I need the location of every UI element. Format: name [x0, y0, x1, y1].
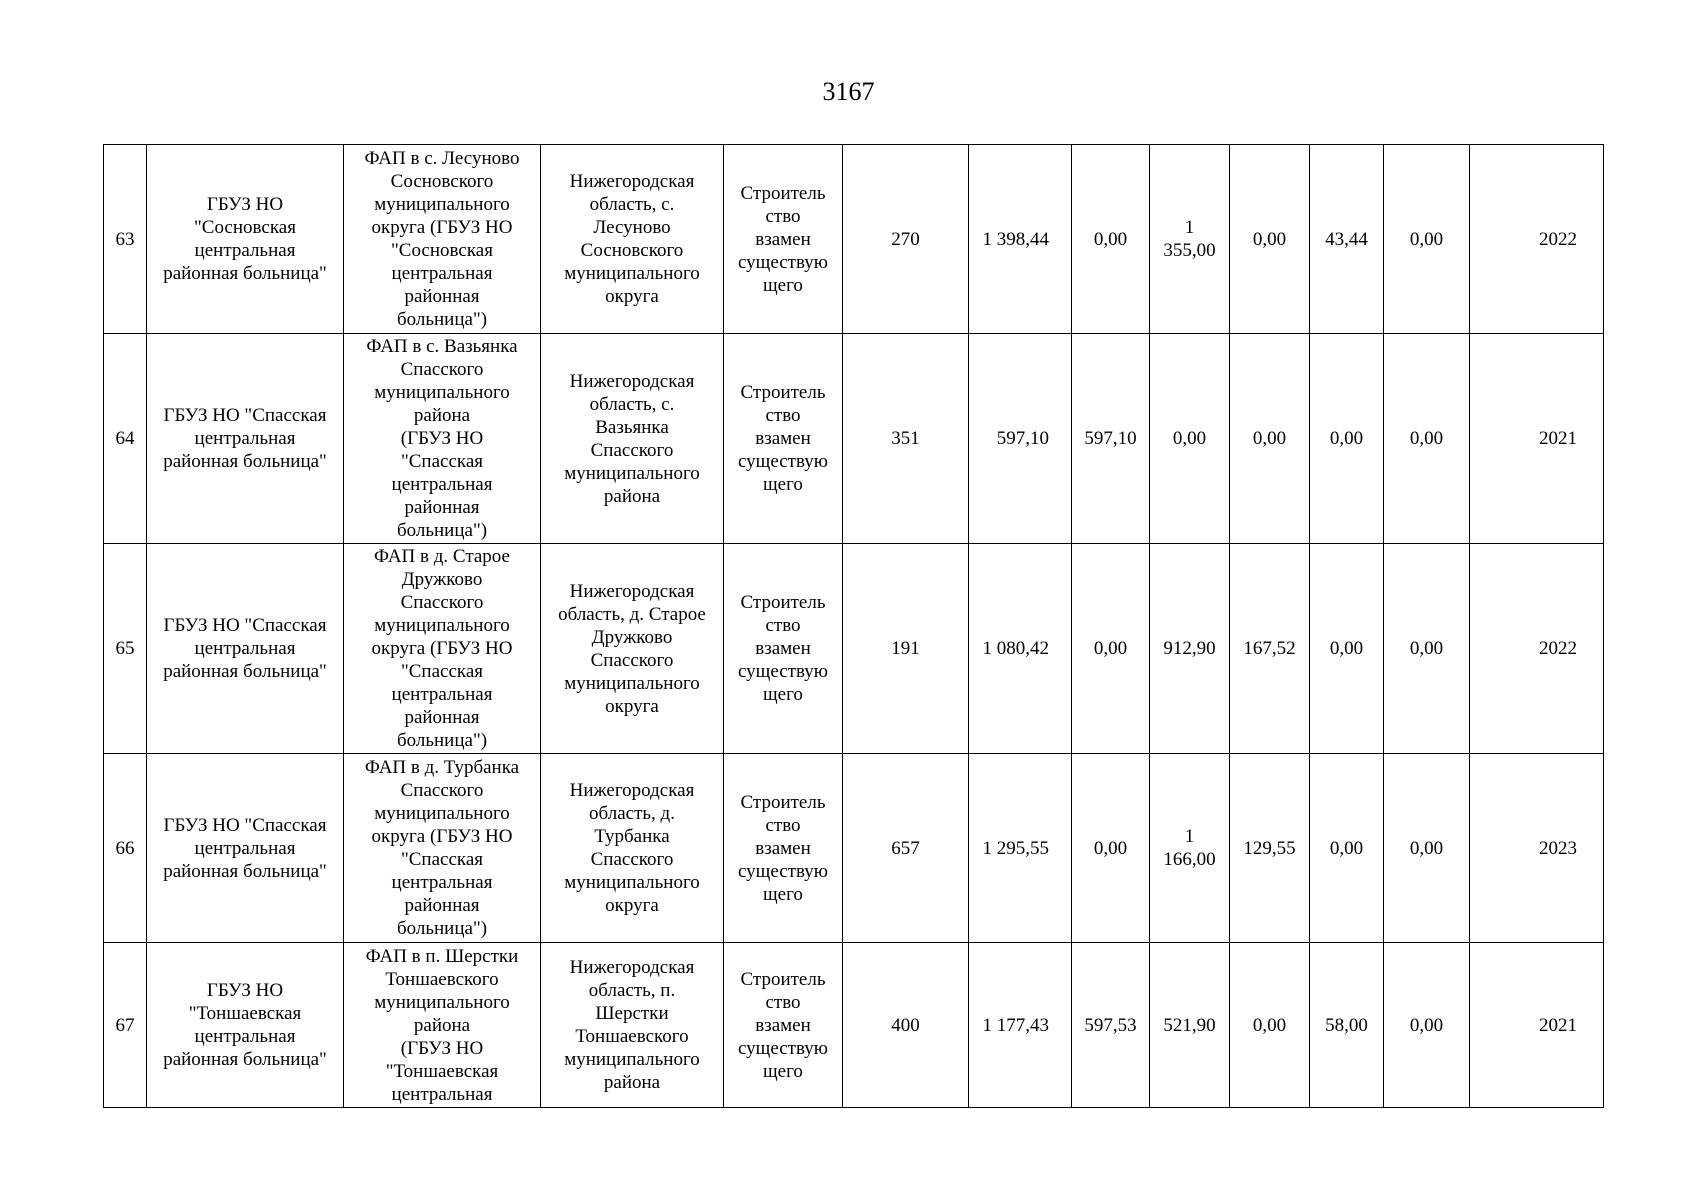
object-address: Нижегородская область, п. Шерстки Тоншаевского муниципального района: [541, 943, 724, 1108]
row-number: 64: [104, 334, 147, 544]
amount-5: 0,00: [1384, 943, 1470, 1108]
object-address: Нижегородская область, д. Турбанка Спасского муниципального округа: [541, 754, 724, 943]
amount-4: 43,44: [1310, 145, 1384, 334]
row-number: 67: [104, 943, 147, 1108]
table-row: [104, 145, 1604, 334]
total-cost: 1 295,55: [969, 754, 1072, 943]
amount-5: 0,00: [1384, 145, 1470, 334]
table-row: [104, 943, 1604, 1108]
amount-3: 129,55: [1230, 754, 1310, 943]
amount-1: 0,00: [1072, 754, 1150, 943]
amount-4: 0,00: [1310, 754, 1384, 943]
total-cost: 1 177,43: [969, 943, 1072, 1108]
institution-name: ГБУЗ НО "Спасская центральная районная больница": [147, 334, 344, 544]
row-number: 63: [104, 145, 147, 334]
institution-name: ГБУЗ НО "Спасская центральная районная больница": [147, 544, 344, 754]
object-name: ФАП в д. Старое Дружково Спасского муниципального округа (ГБУЗ НО "Спасская центральная районная больница"): [344, 544, 541, 754]
institution-name: ГБУЗ НО "Сосновская центральная районная больница": [147, 145, 344, 334]
amount-2: 912,90: [1150, 544, 1230, 754]
object-address: Нижегородская область, с. Лесуново Сосновского муниципального округа: [541, 145, 724, 334]
amount-3: 0,00: [1230, 334, 1310, 544]
amount-1: 0,00: [1072, 544, 1150, 754]
capacity-value: 400: [843, 943, 969, 1108]
facilities-table: [103, 144, 1604, 1108]
amount-2: 1 355,00: [1150, 145, 1230, 334]
work-type: Строитель ство взамен существую щего: [724, 943, 843, 1108]
object-name: ФАП в п. Шерстки Тоншаевского муниципального района (ГБУЗ НО "Тоншаевская центральная: [344, 943, 541, 1108]
capacity-value: 351: [843, 334, 969, 544]
amount-2: 1 166,00: [1150, 754, 1230, 943]
total-cost: 1 398,44: [969, 145, 1072, 334]
institution-name: ГБУЗ НО "Спасская центральная районная больница": [147, 754, 344, 943]
amount-1: 0,00: [1072, 145, 1150, 334]
amount-2: 0,00: [1150, 334, 1230, 544]
amount-4: 0,00: [1310, 544, 1384, 754]
object-name: ФАП в д. Турбанка Спасского муниципального округа (ГБУЗ НО "Спасская центральная районная больница"): [344, 754, 541, 943]
table-row: [104, 754, 1604, 943]
row-number: 66: [104, 754, 147, 943]
amount-5: 0,00: [1384, 334, 1470, 544]
capacity-value: 657: [843, 754, 969, 943]
work-type: Строитель ство взамен существую щего: [724, 544, 843, 754]
completion-year: 2022: [1470, 544, 1604, 754]
completion-year: 2021: [1470, 943, 1604, 1108]
capacity-value: 270: [843, 145, 969, 334]
amount-3: 0,00: [1230, 145, 1310, 334]
institution-name: ГБУЗ НО "Тоншаевская центральная районная больница": [147, 943, 344, 1108]
page-number: 3167: [822, 77, 875, 106]
work-type: Строитель ство взамен существую щего: [724, 334, 843, 544]
amount-4: 58,00: [1310, 943, 1384, 1108]
completion-year: 2022: [1470, 145, 1604, 334]
object-address: Нижегородская область, д. Старое Дружково Спасского муниципального округа: [541, 544, 724, 754]
amount-3: 167,52: [1230, 544, 1310, 754]
completion-year: 2023: [1470, 754, 1604, 943]
work-type: Строитель ство взамен существую щего: [724, 145, 843, 334]
amount-2: 521,90: [1150, 943, 1230, 1108]
table-row: [104, 334, 1604, 544]
amount-5: 0,00: [1384, 544, 1470, 754]
work-type: Строитель ство взамен существую щего: [724, 754, 843, 943]
amount-1: 597,10: [1072, 334, 1150, 544]
amount-5: 0,00: [1384, 754, 1470, 943]
table-row: [104, 544, 1604, 754]
capacity-value: 191: [843, 544, 969, 754]
amount-4: 0,00: [1310, 334, 1384, 544]
total-cost: 597,10: [969, 334, 1072, 544]
object-name: ФАП в с. Вазьянка Спасского муниципального района (ГБУЗ НО "Спасская центральная районная больница"): [344, 334, 541, 544]
object-name: ФАП в с. Лесуново Сосновского муниципального округа (ГБУЗ НО "Сосновская центральная районная больница"): [344, 145, 541, 334]
total-cost: 1 080,42: [969, 544, 1072, 754]
amount-3: 0,00: [1230, 943, 1310, 1108]
amount-1: 597,53: [1072, 943, 1150, 1108]
row-number: 65: [104, 544, 147, 754]
completion-year: 2021: [1470, 334, 1604, 544]
object-address: Нижегородская область, с. Вазьянка Спасского муниципального района: [541, 334, 724, 544]
